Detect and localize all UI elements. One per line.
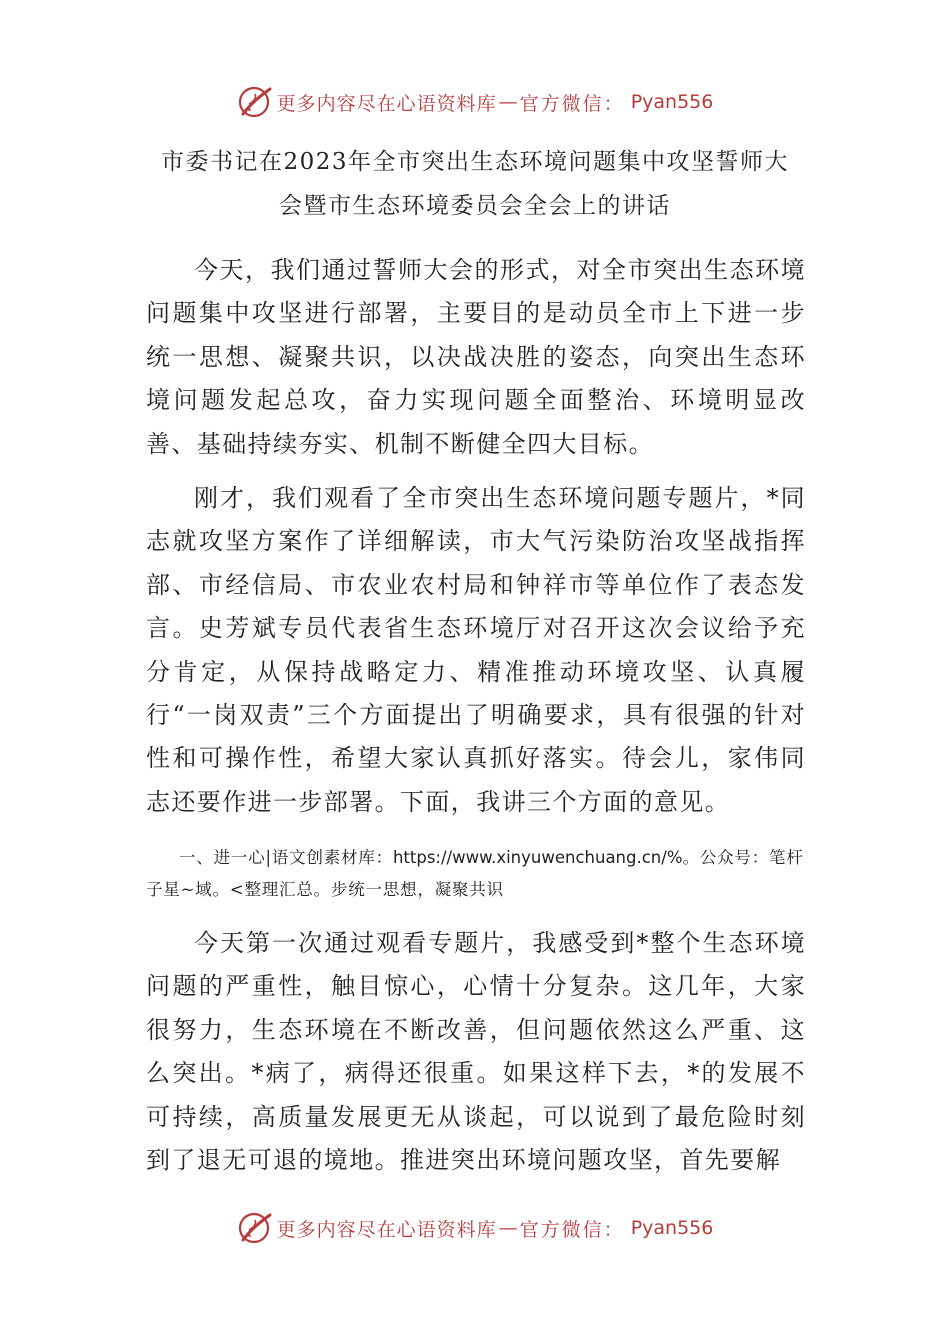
banner-separator: —: [498, 1217, 518, 1239]
paragraph-4: 今天第一次通过观看专题片，我感受到*整个生态环境问题的严重性，触目惊心，心情十分复杂。这几年，大家很努力，生态环境在不断改善，但问题依然这么严重、这么突出。*病了，病得还很重。如果这样下去，*的发展不可持续，高质量发展更无从谈起，可以说到了最危险时刻到了退无可退的境地。推进突出环境问题攻坚，首先要解: [146, 929, 806, 1175]
footer-banner: [0, 1208, 950, 1248]
paragraph-3-prefix: 一、进一心|语文创素材库：: [179, 848, 393, 867]
title-line-1: 市委书记在2023年全市突出生态环境问题集中攻坚誓师大: [160, 149, 790, 175]
pen-logo-icon: [237, 1210, 273, 1246]
banner-label: 官方微信：: [519, 1218, 625, 1241]
title-line-2: 会暨市生态环境委员会全会上的讲话: [279, 193, 671, 219]
paragraph-3-suffix: 。公众号：笔杆子星~域。<整理汇总。步统一思想，凝聚共识: [146, 848, 804, 899]
banner-wechat-id: Pyan556: [630, 1217, 714, 1239]
banner-text: 更多内容尽在心语资料库: [276, 1218, 497, 1241]
paragraph-3-url: https://www.xinyuwenchuang.cn/%: [392, 848, 683, 867]
banner-text: 更多内容尽在心语资料库: [276, 92, 497, 115]
banner-label: 官方微信：: [519, 92, 625, 115]
banner-wechat-id: Pyan556: [630, 91, 714, 113]
paragraph-2: 刚才，我们观看了全市突出生态环境问题专题片，*同志就攻坚方案作了详细解读，市大气污染防治攻坚战指挥部、市经信局、市农业农村局和钟祥市等单位作了表态发言。史芳斌专员代表省生态环境厅对召开这次会议给予充分肯定，从保持战略定力、精准推动环境攻坚、认真履行“一岗双责”三个方面提出了明确要求，具有很强的针对性和可操作性，希望大家认真抓好落实。待会儿，家伟同志还要作进一步部署。下面，我讲三个方面的意见。: [146, 484, 806, 816]
paragraph-3: [146, 842, 811, 906]
banner-separator: —: [498, 91, 518, 113]
document-title: [146, 140, 804, 228]
pen-logo-icon: [237, 84, 273, 120]
paragraph-1: 今天，我们通过誓师大会的形式，对全市突出生态环境问题集中攻坚进行部署，主要目的是动员全市上下进一步统一思想、凝聚共识，以决战决胜的姿态，向突出生态环境问题发起总攻，奋力实现问题全面整治、环境明显改善、基础持续夯实、机制不断健全四大目标。: [146, 256, 806, 458]
header-banner: [0, 82, 950, 122]
